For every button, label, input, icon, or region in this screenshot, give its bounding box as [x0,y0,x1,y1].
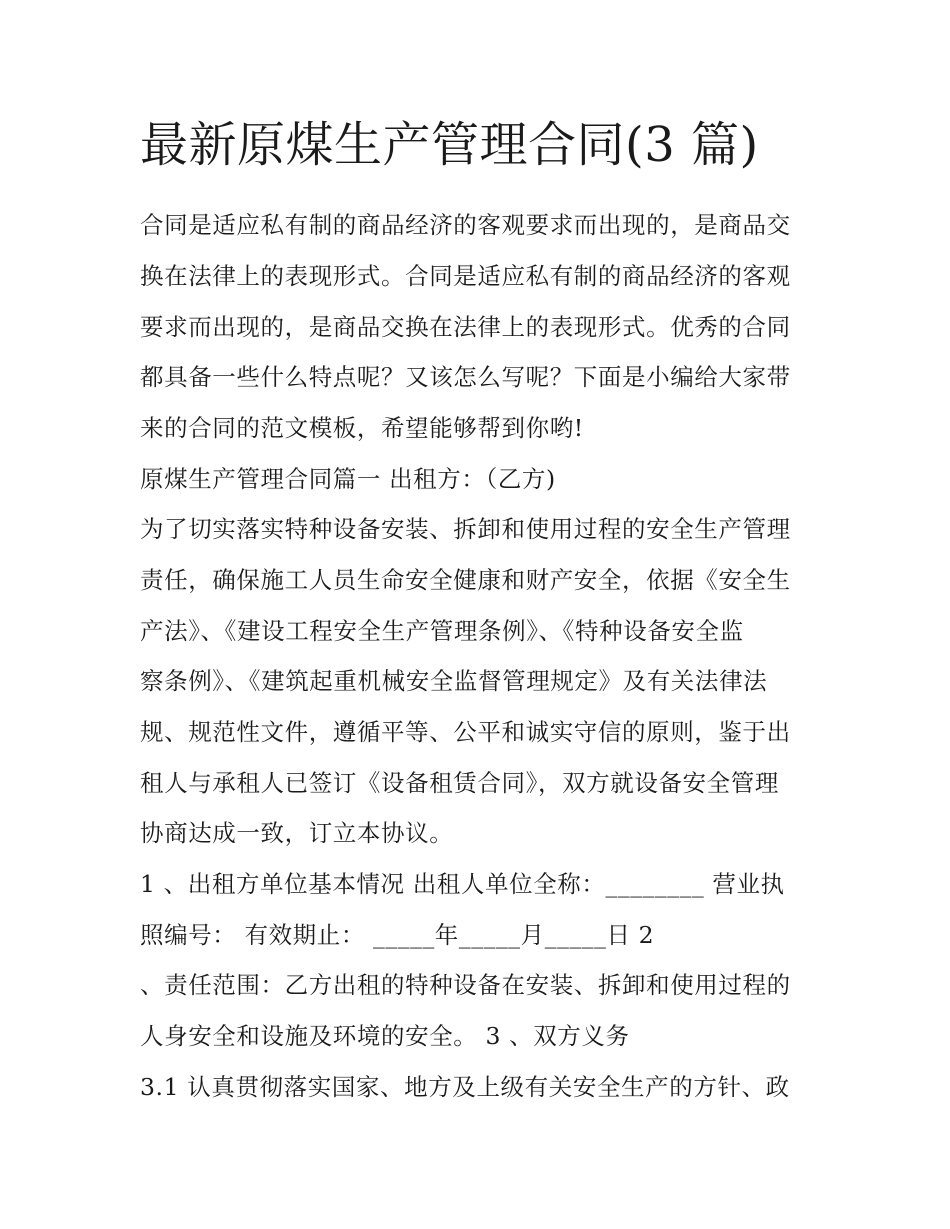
body-line: 来的合同的范文模板，希望能够帮到你哟! [140,414,584,442]
body-line: 规、规范性文件，遵循平等、公平和诚实守信的原则，鉴于出 [140,718,791,746]
body-line: 换在法律上的表现形式。合同是适应私有制的商品经济的客观 [140,262,791,290]
body-line: 租人与承租人已签订《设备租赁合同》，双方就设备安全管理 [140,769,779,797]
body-line: 照编号： 有效期止： _____年_____月_____日 2 [140,921,655,949]
body-line: 责任，确保施工人员生命安全健康和财产安全，依据《安全生 [140,566,791,594]
body-line: 3.1 认真贯彻落实国家、地方及上级有关安全生产的方针、政 [140,1073,790,1101]
body-line: 为了切实落实特种设备安装、拆卸和使用过程的安全生产管理 [140,515,791,543]
body-line: 、责任范围：乙方出租的特种设备在安装、拆卸和使用过程的 [140,971,791,999]
body-line: 合同是适应私有制的商品经济的客观要求而出现的，是商品交 [140,211,791,239]
body-line: 都具备一些什么特点呢？又该怎么写呢？下面是小编给大家带 [140,363,791,391]
body-line: 要求而出现的，是商品交换在法律上的表现形式。优秀的合同 [140,313,791,341]
body-line: 人身安全和设施及环境的安全。 3 、双方义务 [140,1022,630,1050]
document-title: 最新原煤生产管理合同(3 篇) [140,117,759,173]
body-line: 协商达成一致，订立本协议。 [140,819,454,847]
body-line: 察条例》、《建筑起重机械安全监督管理规定》及有关法律法 [140,667,768,695]
body-line: 产法》、《建设工程安全生产管理条例》、《特种设备安全监 [140,617,744,645]
section-heading-line: 原煤生产管理合同篇一 出租方：（乙方) [140,465,556,493]
body-line: 1 、出租方单位基本情况 出租人单位全称：________ 营业执 [140,870,785,898]
